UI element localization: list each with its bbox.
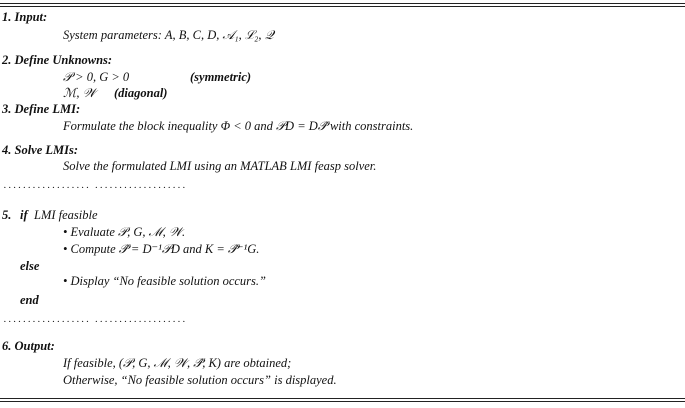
step4-text: Solve the formulated LMI using an MATLAB LMI feasp solver. — [63, 159, 377, 173]
bottom-rule-outer — [0, 401, 685, 402]
step3-text: Formulate the block inequality Φ < 0 and 𝒫D = D𝒫̂ with constraints. — [63, 119, 414, 133]
step5-end-keyword: end — [20, 293, 39, 307]
step5-else-keyword: else — [20, 259, 40, 273]
step2-heading: 2. Define Unknowns: — [2, 53, 113, 67]
step6-line1: If feasible, (𝒫, G, ℳ, 𝒲, 𝒫̂, K) are obtained; — [63, 356, 292, 370]
step5-number: 5. — [2, 208, 12, 222]
step5-bullet-compute: • Compute 𝒫̂ = D⁻¹𝒫D and K = 𝒫̂⁻¹G. — [63, 242, 260, 256]
step6-line2: Otherwise, “No feasible solution occurs” is displayed. — [63, 373, 337, 387]
step2-line2-note: (diagonal) — [114, 86, 168, 100]
step2-line2-math: ℳ, 𝒲 — [63, 86, 96, 100]
step5-if-keyword: if — [20, 208, 28, 222]
top-rule-outer — [0, 3, 685, 4]
step1-heading: 1. Input: — [2, 10, 48, 24]
step1-text: System parameters: A, B, C, D, 𝒜₁, ℒ₂, 𝒬 — [63, 28, 274, 42]
step5-bullet-evaluate: • Evaluate 𝒫, G, ℳ, 𝒲. — [63, 225, 186, 239]
bottom-rule-inner — [0, 398, 685, 399]
step6-heading: 6. Output: — [2, 339, 55, 353]
separator-dots-1: ·················· ··················· — [3, 182, 187, 194]
top-rule-inner — [0, 6, 685, 7]
step5-condition: LMI feasible — [34, 208, 98, 222]
step4-heading: 4. Solve LMIs: — [2, 143, 79, 157]
step2-line1-note: (symmetric) — [190, 70, 252, 84]
step3-heading: 3. Define LMI: — [2, 102, 81, 116]
step5-bullet-display: • Display “No feasible solution occurs.” — [63, 274, 266, 288]
step2-line1-math: 𝒫 > 0, G > 0 — [63, 70, 130, 84]
separator-dots-2: ·················· ··················· — [3, 316, 187, 328]
